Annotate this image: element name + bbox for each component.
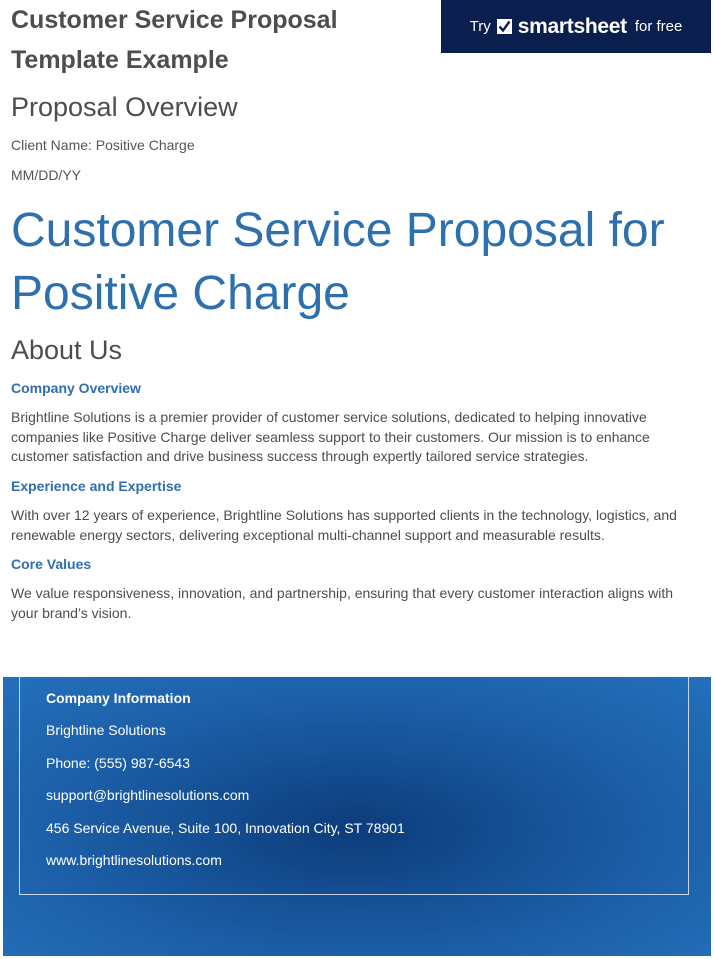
company-overview-heading: Company Overview (11, 380, 141, 396)
document-title: Customer Service Proposal Template Example (11, 6, 338, 74)
company-info-heading: Company Information (46, 690, 191, 706)
company-address: 456 Service Avenue, Suite 100, Innovation City, ST 78901 (46, 820, 405, 836)
company-phone: Phone: (555) 987-6543 (46, 755, 190, 771)
smartsheet-try-free-banner[interactable] (441, 0, 711, 53)
proposal-date: MM/DD/YY (11, 167, 81, 183)
company-info-footer (3, 677, 711, 956)
smartsheet-logo-icon (497, 19, 512, 34)
about-us-heading: About Us (11, 335, 123, 365)
banner-free-text: for free (634, 18, 683, 35)
core-values-text: We value responsiveness, innovation, and partnership, ensuring that every customer interaction aligns with your brand’s vision. (11, 585, 673, 621)
banner-try-text: Try (469, 18, 491, 35)
company-email[interactable]: support@brightlinesolutions.com (46, 787, 250, 803)
experience-heading: Experience and Expertise (11, 478, 182, 494)
main-title: Customer Service Proposal for Positive Charge (11, 204, 665, 320)
proposal-overview-heading: Proposal Overview (11, 92, 238, 122)
core-values-heading: Core Values (11, 556, 92, 572)
company-name: Brightline Solutions (46, 722, 166, 738)
company-website[interactable]: www.brightlinesolutions.com (46, 852, 222, 868)
banner-brand-name: smartsheet (517, 14, 627, 38)
company-overview-text: Brightline Solutions is a premier provider of customer service solutions, dedicated to helping innovative companies like Positive Charge deliver seamless support to their customers. Our mission is to enhance customer satisfaction and drive business success through expertly tailored service strategies. (11, 409, 650, 464)
experience-text: With over 12 years of experience, Brightline Solutions has supported clients in the technology, logistics, and renewable energy sectors, delivering exceptional multi-channel support and measurable results. (11, 507, 677, 543)
company-info-box (19, 677, 689, 895)
client-name: Client Name: Positive Charge (11, 137, 195, 153)
